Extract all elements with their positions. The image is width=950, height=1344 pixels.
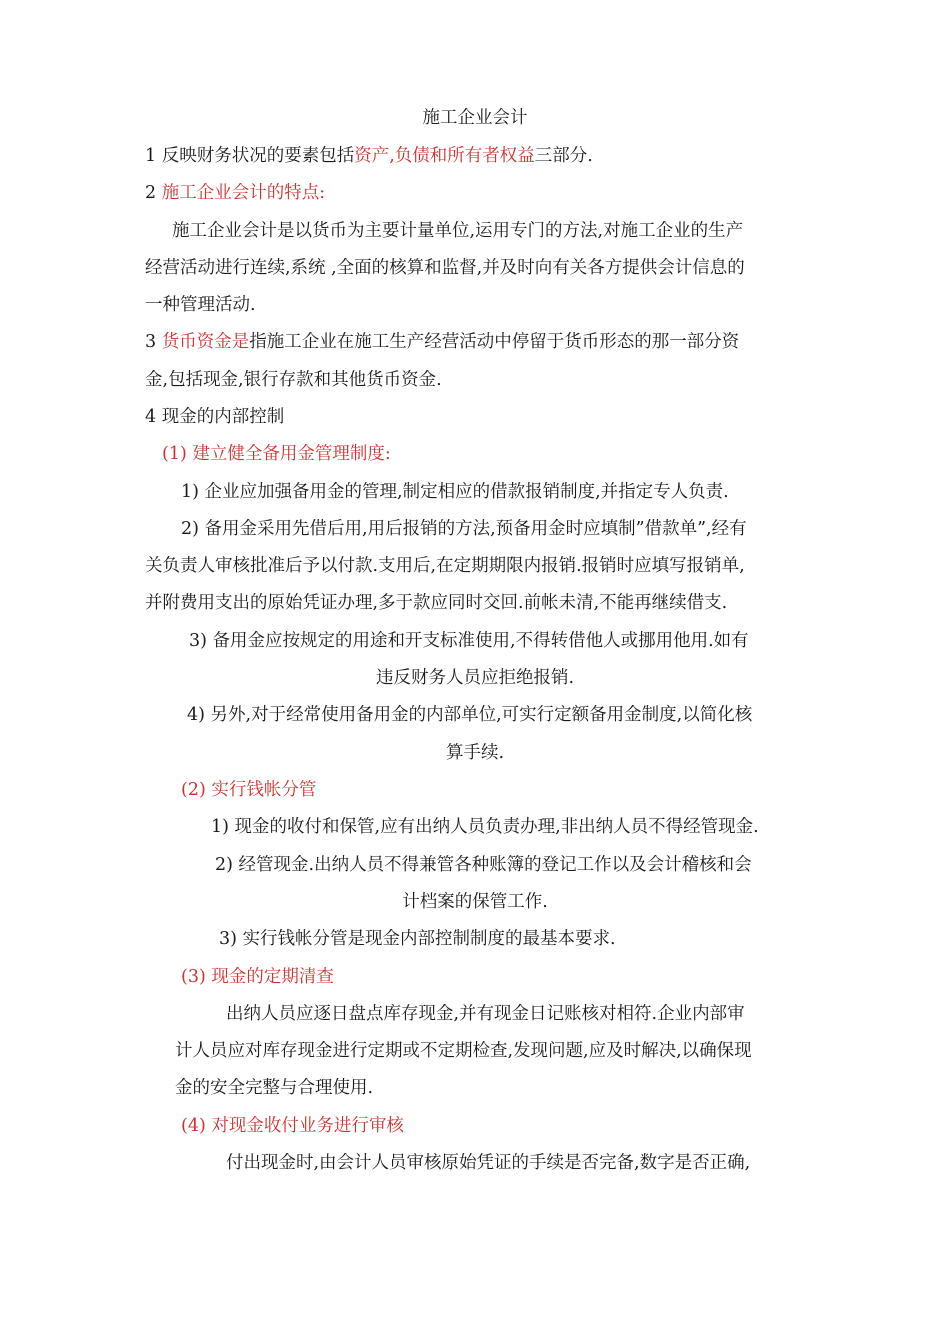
item-3-number: 3 bbox=[145, 332, 162, 352]
paragraph-line: 金,包括现金,银行存款和其他货币资金. bbox=[145, 370, 442, 390]
paragraph-line: 付出现金时,由会计人员审核原始凭证的手续是否完备,数字是否正确, bbox=[226, 1153, 751, 1173]
item-4-heading: 4 现金的内部控制 bbox=[145, 407, 285, 427]
item-2-number: 2 bbox=[145, 183, 162, 203]
subsection-4-heading: (4) 对现金收付业务进行审核 bbox=[181, 1116, 404, 1136]
paragraph-line: 一种管理活动. bbox=[145, 295, 256, 315]
list-item: 1) 现金的收付和保管,应有出纳人员负责办理,非出纳人员不得经管现金. bbox=[211, 817, 759, 837]
list-item: 3) 备用金应按规定的用途和开支标准使用,不得转借他人或挪用他用.如有 bbox=[189, 631, 749, 651]
paragraph-line: 计档案的保管工作. bbox=[402, 892, 548, 912]
item-2-heading bbox=[145, 181, 325, 205]
list-item: 2) 经管现金.出纳人员不得兼管各种账簿的登记工作以及会计稽核和会 bbox=[215, 855, 752, 875]
paragraph-line: 金的安全完整与合理使用. bbox=[175, 1078, 374, 1098]
item-1-highlight: 资产,负债和所有者权益 bbox=[354, 146, 535, 166]
paragraph-line: 出纳人员应逐日盘点库存现金,并有现金日记账核对相符.企业内部审 bbox=[226, 1004, 745, 1024]
subsection-3-heading: (3) 现金的定期清查 bbox=[181, 967, 334, 987]
list-item: 4) 另外,对于经常使用备用金的内部单位,可实行定额备用金制度,以简化核 bbox=[187, 705, 753, 725]
paragraph-line: 经营活动进行连续,系统 ,全面的核算和监督,并及时向有关各方提供会计信息的 bbox=[145, 258, 745, 278]
paragraph-line: 计人员应对库存现金进行定期或不定期检查,发现问题,应及时解决,以确保现 bbox=[175, 1041, 752, 1061]
paragraph-line: 施工企业会计是以货币为主要计量单位,运用专门的方法,对施工企业的生产 bbox=[172, 221, 744, 241]
list-item: 1) 企业应加强备用金的管理,制定相应的借款报销制度,并指定专人负责. bbox=[181, 482, 729, 502]
item-1-text: 1 反映财务状况的要素包括 bbox=[145, 146, 355, 166]
item-3-text: 指施工企业在施工生产经营活动中停留于货币形态的那一部分资 bbox=[249, 332, 740, 352]
item-3-highlight: 货币资金是 bbox=[161, 332, 250, 352]
paragraph-line: 关负责人审核批准后予以付款.支用后,在定期期限内报销.报销时应填写报销单, bbox=[145, 556, 745, 576]
item-3 bbox=[145, 330, 739, 354]
list-item: 2) 备用金采用先借后用,用后报销的方法,预备用金时应填制”借款单”,经有 bbox=[181, 519, 747, 539]
item-1-tail: 三部分. bbox=[534, 146, 593, 166]
subsection-1-heading: (1) 建立健全备用金管理制度: bbox=[162, 444, 391, 464]
paragraph-line: 违反财务人员应拒绝报销. bbox=[375, 668, 575, 688]
list-item: 3) 实行钱帐分管是现金内部控制制度的最基本要求. bbox=[219, 929, 616, 949]
item-2-title: 施工企业会计的特点: bbox=[161, 183, 326, 203]
paragraph-line: 算手续. bbox=[445, 743, 505, 763]
item-1 bbox=[145, 144, 593, 168]
subsection-2-heading: (2) 实行钱帐分管 bbox=[181, 780, 317, 800]
paragraph-line: 并附费用支出的原始凭证办理,多于款应同时交回.前帐未清,不能再继续借支. bbox=[145, 593, 728, 613]
page-title: 施工企业会计 bbox=[422, 108, 528, 128]
